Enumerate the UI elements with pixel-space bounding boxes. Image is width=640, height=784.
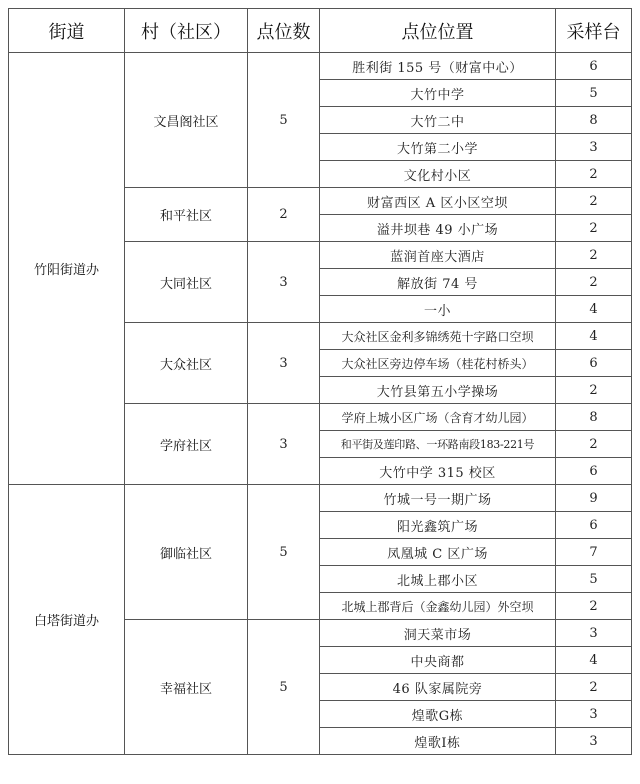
- sampler-count: 2: [556, 215, 632, 242]
- site-location: 46 队家属院旁: [320, 674, 556, 701]
- site-location: 竹城一号一期广场: [320, 485, 556, 512]
- site-location: 大众社区金利多锦绣苑十字路口空坝: [320, 323, 556, 350]
- site-location: 煌歌I栋: [320, 728, 556, 755]
- site-location: 北城上郡小区: [320, 566, 556, 593]
- community-name: 和平社区: [125, 188, 248, 242]
- street-name: 竹阳街道办: [9, 53, 125, 485]
- sampler-count: 6: [556, 53, 632, 80]
- site-location: 凤凰城 C 区广场: [320, 539, 556, 566]
- sampler-count: 6: [556, 512, 632, 539]
- site-location: 大竹二中: [320, 107, 556, 134]
- site-location: 胜利街 155 号（财富中心）: [320, 53, 556, 80]
- table-body: [9, 53, 632, 755]
- header-location: 点位位置: [320, 9, 556, 53]
- site-location: 大竹中学: [320, 80, 556, 107]
- table-row: [9, 53, 632, 80]
- site-location: 解放街 74 号: [320, 269, 556, 296]
- table-header: [9, 9, 632, 53]
- sampler-count: 6: [556, 458, 632, 485]
- sampler-count: 5: [556, 566, 632, 593]
- site-location: 洞天菜市场: [320, 620, 556, 647]
- sampler-count: 2: [556, 161, 632, 188]
- header-samplers: 采样台: [556, 9, 632, 53]
- header-street: 街道: [9, 9, 125, 53]
- header-count: 点位数: [248, 9, 320, 53]
- site-count: 2: [248, 188, 320, 242]
- sampler-count: 2: [556, 674, 632, 701]
- community-name: 大众社区: [125, 323, 248, 404]
- site-location: 蓝润首座大酒店: [320, 242, 556, 269]
- site-count: 5: [248, 53, 320, 188]
- site-location: 溢井坝巷 49 小广场: [320, 215, 556, 242]
- sampler-count: 2: [556, 188, 632, 215]
- sampler-count: 2: [556, 593, 632, 620]
- street-name: 白塔街道办: [9, 485, 125, 755]
- sampler-count: 2: [556, 431, 632, 458]
- sampler-count: 8: [556, 404, 632, 431]
- site-count: 3: [248, 323, 320, 404]
- sampler-count: 4: [556, 323, 632, 350]
- community-name: 学府社区: [125, 404, 248, 485]
- sampler-count: 4: [556, 296, 632, 323]
- site-count: 3: [248, 242, 320, 323]
- site-location: 大竹第二小学: [320, 134, 556, 161]
- site-count: 3: [248, 404, 320, 485]
- sampler-count: 2: [556, 269, 632, 296]
- sampler-count: 6: [556, 350, 632, 377]
- site-location: 北城上郡背后（金鑫幼儿园）外空坝: [320, 593, 556, 620]
- sampler-count: 8: [556, 107, 632, 134]
- sampler-count: 3: [556, 620, 632, 647]
- site-count: 5: [248, 620, 320, 755]
- site-location: 煌歌G栋: [320, 701, 556, 728]
- sampler-count: 9: [556, 485, 632, 512]
- sampler-count: 7: [556, 539, 632, 566]
- sampler-count: 4: [556, 647, 632, 674]
- sampler-count: 5: [556, 80, 632, 107]
- site-location: 一小: [320, 296, 556, 323]
- community-name: 文昌阁社区: [125, 53, 248, 188]
- community-name: 大同社区: [125, 242, 248, 323]
- site-location: 学府上城小区广场（含育才幼儿园）: [320, 404, 556, 431]
- header-row: [9, 9, 632, 53]
- site-count: 5: [248, 485, 320, 620]
- sampling-sites-table: [8, 8, 632, 755]
- site-location: 和平街及莲印路、一环路南段183-221号: [320, 431, 556, 458]
- site-location: 大竹县第五小学操场: [320, 377, 556, 404]
- site-location: 中央商都: [320, 647, 556, 674]
- community-name: 御临社区: [125, 485, 248, 620]
- sampler-count: 2: [556, 377, 632, 404]
- site-location: 文化村小区: [320, 161, 556, 188]
- sampler-count: 3: [556, 134, 632, 161]
- sampler-count: 3: [556, 701, 632, 728]
- sampler-count: 3: [556, 728, 632, 755]
- site-location: 大竹中学 315 校区: [320, 458, 556, 485]
- site-location: 阳光鑫筑广场: [320, 512, 556, 539]
- community-name: 幸福社区: [125, 620, 248, 755]
- sampler-count: 2: [556, 242, 632, 269]
- site-location: 财富西区 A 区小区空坝: [320, 188, 556, 215]
- site-location: 大众社区旁边停车场（桂花村桥头）: [320, 350, 556, 377]
- header-village: 村（社区）: [125, 9, 248, 53]
- table-row: [9, 485, 632, 512]
